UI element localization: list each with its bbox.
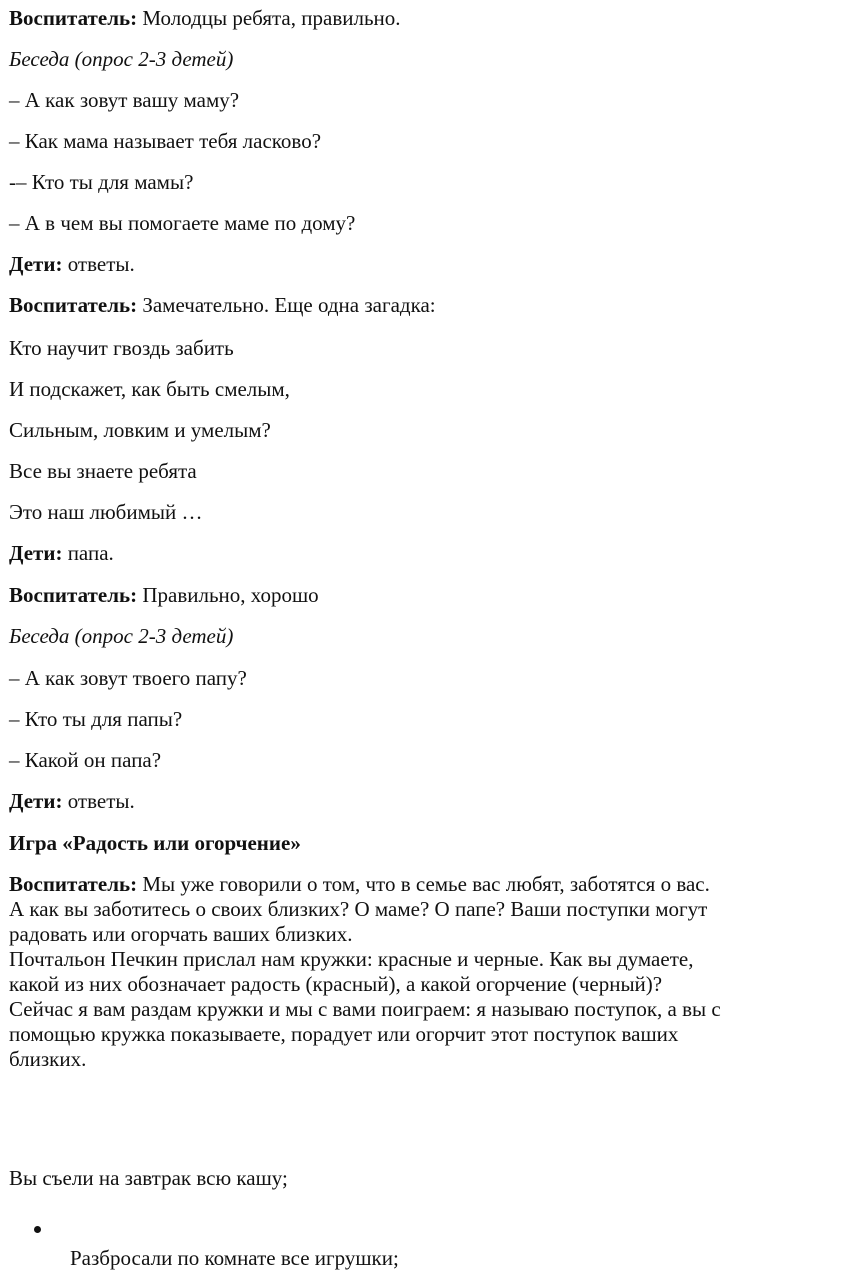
list-item: Разбросали по комнате все игрушки;: [70, 1246, 399, 1270]
section-subtitle: Беседа (опрос 2-3 детей): [9, 624, 234, 648]
riddle-line: Это наш любимый …: [9, 500, 203, 524]
line-text: Замечательно. Еще одна загадка:: [137, 293, 436, 317]
bullet-icon: [34, 1226, 41, 1233]
dialogue-line: Воспитатель: Правильно, хорошо: [9, 583, 319, 607]
speaker-label: Дети:: [9, 541, 63, 565]
game-description: [9, 872, 835, 1072]
line-text: Правильно, хорошо: [137, 583, 319, 607]
dialogue-line: Воспитатель: Молодцы ребята, правильно.: [9, 6, 401, 30]
section-subtitle: Беседа (опрос 2-3 детей): [9, 47, 234, 71]
riddle-line: Сильным, ловким и умелым?: [9, 418, 271, 442]
speaker-label: Воспитатель: [9, 6, 131, 30]
dialogue-line: [9, 541, 114, 565]
paragraph-line: Сейчас я вам раздам кружки и мы с вами поиграем: я называю поступок, а вы с: [9, 997, 721, 1021]
paragraph-line: какой из них обозначает радость (красный), а какой огорчение (черный)?: [9, 972, 663, 996]
line-text: ответы.: [62, 252, 135, 276]
paragraph-line: радовать или огорчать ваших близких.: [9, 922, 353, 946]
speaker-label: Дети:: [9, 789, 63, 813]
question-line: – А как зовут вашу маму?: [9, 88, 240, 112]
paragraph-line: близких.: [9, 1047, 87, 1071]
dialogue-line: [9, 789, 135, 813]
question-line: – Какой он папа?: [9, 748, 162, 772]
game-heading: Игра «Радость или огорчение»: [9, 831, 301, 855]
dialogue-line: [9, 252, 135, 276]
line-text: папа.: [62, 541, 114, 565]
list-item: Вы съели на завтрак всю кашу;: [9, 1166, 288, 1190]
paragraph-line: помощью кружка показываете, порадует или огорчит этот поступок ваших: [9, 1022, 679, 1046]
question-line: – А в чем вы помогаете маме по дому?: [9, 211, 356, 235]
question-line: – Кто ты для папы?: [9, 707, 183, 731]
paragraph-line: Почтальон Печкин прислал нам кружки: красные и черные. Как вы думаете,: [9, 947, 694, 971]
question-line: – А как зовут твоего папу?: [9, 666, 247, 690]
question-line: – Как мама называет тебя ласково?: [9, 129, 322, 153]
riddle-line: Все вы знаете ребята: [9, 459, 197, 483]
speaker-label: Воспитатель:: [9, 872, 138, 896]
paragraph-line: Воспитатель: Мы уже говорили о том, что в семье вас любят, заботятся о вас.: [9, 872, 710, 896]
riddle-line: Кто научит гвоздь забить: [9, 336, 234, 360]
speaker-label: Воспитатель:: [9, 293, 138, 317]
line-text: ответы.: [62, 789, 135, 813]
line-text: Молодцы ребята, правильно.: [137, 6, 401, 30]
paragraph-line: А как вы заботитесь о своих близких? О маме? О папе? Ваши поступки могут: [9, 897, 708, 921]
speaker-label: Дети:: [9, 252, 63, 276]
dialogue-line: [9, 293, 436, 317]
speaker-label: Воспитатель: [9, 583, 131, 607]
question-line: -– Кто ты для мамы?: [9, 170, 194, 194]
riddle-line: И подскажет, как быть смелым,: [9, 377, 290, 401]
